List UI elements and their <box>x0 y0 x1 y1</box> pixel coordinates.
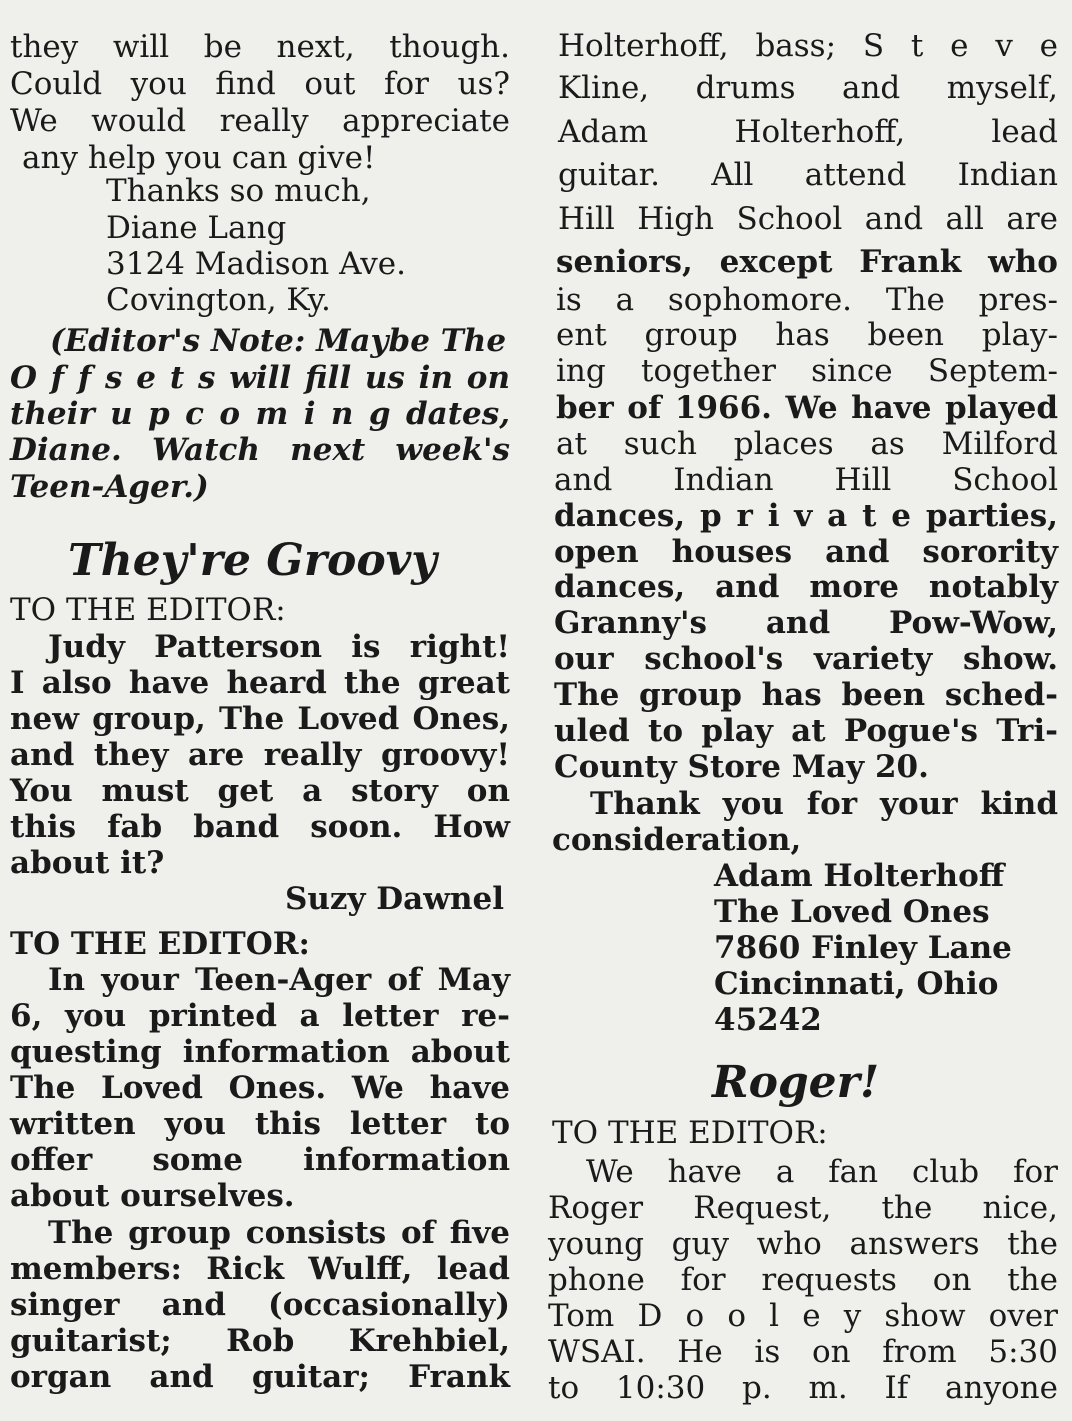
text-line: Holterhoff, bass; S t e v e <box>558 28 1058 64</box>
editor-note-line: (Editor's Note: Maybe The <box>50 323 507 359</box>
text-line: The group has been sched- <box>554 677 1058 713</box>
text-line: Granny's and Pow-Wow, <box>554 605 1058 641</box>
signature-line: Covington, Ky. <box>106 282 331 318</box>
text-line: Hill High School and all are <box>558 201 1058 237</box>
text-line: about ourselves. <box>10 1178 295 1214</box>
text-line: Tom D o o l e y show over <box>548 1298 1058 1334</box>
text-line: WSAI. He is on from 5:30 <box>548 1334 1058 1370</box>
text-line: is a sophomore. The pres- <box>556 282 1058 318</box>
editor-note-line: O f f s e t s will fill us in on <box>10 360 510 396</box>
text-line: guitarist; Rob Krehbiel, <box>10 1323 510 1359</box>
text-line: 6, you printed a letter re- <box>10 998 510 1034</box>
signature-line: The Loved Ones <box>714 894 990 930</box>
text-line: I also have heard the great <box>10 665 510 701</box>
salutation: TO THE EDITOR: <box>552 1115 828 1151</box>
text-line: Roger Request, the nice, <box>548 1190 1058 1226</box>
text-line: The Loved Ones. We have <box>10 1070 510 1106</box>
text-line: Could you find out for us? <box>10 66 510 102</box>
text-line: You must get a story on <box>10 773 510 809</box>
text-line: guitar. All attend Indian <box>558 157 1058 193</box>
section-heading: They're Groovy <box>68 535 437 586</box>
signature-line: 45242 <box>714 1002 822 1038</box>
text-line: We have a fan club for <box>586 1154 1058 1190</box>
section-heading: Roger! <box>712 1057 880 1108</box>
text-line: dances, and more notably <box>554 569 1058 605</box>
text-line: ent group has been play- <box>556 317 1058 353</box>
editor-note-line: their u p c o m i n g dates, <box>10 396 510 432</box>
text-line: consideration, <box>552 822 802 858</box>
text-line: to 10:30 p. m. If anyone <box>548 1370 1058 1406</box>
text-line: at such places as Milford <box>556 426 1058 462</box>
text-line: written you this letter to <box>10 1106 510 1142</box>
text-line: about it? <box>10 845 165 881</box>
text-line: Thank you for your kind <box>590 786 1058 822</box>
text-line: In your Teen-Ager of May <box>48 962 510 998</box>
text-line: phone for requests on the <box>548 1262 1058 1298</box>
text-line: singer and (occasionally) <box>10 1287 510 1323</box>
text-line: young guy who answers the <box>548 1226 1058 1262</box>
signature-line: 3124 Madison Ave. <box>106 246 406 282</box>
signature-line: Cincinnati, Ohio <box>714 966 999 1002</box>
salutation: TO THE EDITOR: <box>10 926 310 962</box>
text-line: this fab band soon. How <box>10 809 510 845</box>
signature-line: Diane Lang <box>106 210 287 246</box>
text-line: Kline, drums and myself, <box>558 70 1058 106</box>
text-line: ing together since Septem- <box>556 353 1058 389</box>
signature-line: Thanks so much, <box>106 173 371 209</box>
text-line: The group consists of five <box>48 1215 510 1251</box>
editor-note-line: Teen-Ager.) <box>10 469 209 505</box>
text-line: and they are really groovy! <box>10 737 510 773</box>
text-line: members: Rick Wulff, lead <box>10 1251 510 1287</box>
text-line: and Indian Hill School <box>554 462 1058 498</box>
text-line: any help you can give! <box>22 140 376 176</box>
signature-line: Adam Holterhoff <box>714 858 1005 894</box>
text-line: dances, p r i v a t e parties, <box>554 498 1058 534</box>
signature-line: Suzy Dawnel <box>284 881 504 917</box>
text-line: our school's variety show. <box>554 641 1058 677</box>
text-line: new group, The Loved Ones, <box>10 701 510 737</box>
text-line: Judy Patterson is right! <box>48 629 510 665</box>
text-line: questing information about <box>10 1034 510 1070</box>
text-line: We would really appreciate <box>10 103 510 139</box>
text-line: uled to play at Pogue's Tri- <box>554 713 1058 749</box>
editor-note-line: Diane. Watch next week's <box>10 432 510 468</box>
text-line: organ and guitar; Frank <box>10 1359 510 1395</box>
text-line: ber of 1966. We have played <box>556 390 1058 426</box>
text-line: seniors, except Frank who <box>556 244 1058 280</box>
salutation: TO THE EDITOR: <box>10 592 286 628</box>
signature-line: 7860 Finley Lane <box>714 930 1012 966</box>
text-line: offer some information <box>10 1142 510 1178</box>
text-line: Adam Holterhoff, lead <box>558 114 1058 150</box>
text-line: open houses and sorority <box>554 534 1058 570</box>
text-line: they will be next, though. <box>10 29 510 65</box>
text-line: County Store May 20. <box>554 749 929 785</box>
